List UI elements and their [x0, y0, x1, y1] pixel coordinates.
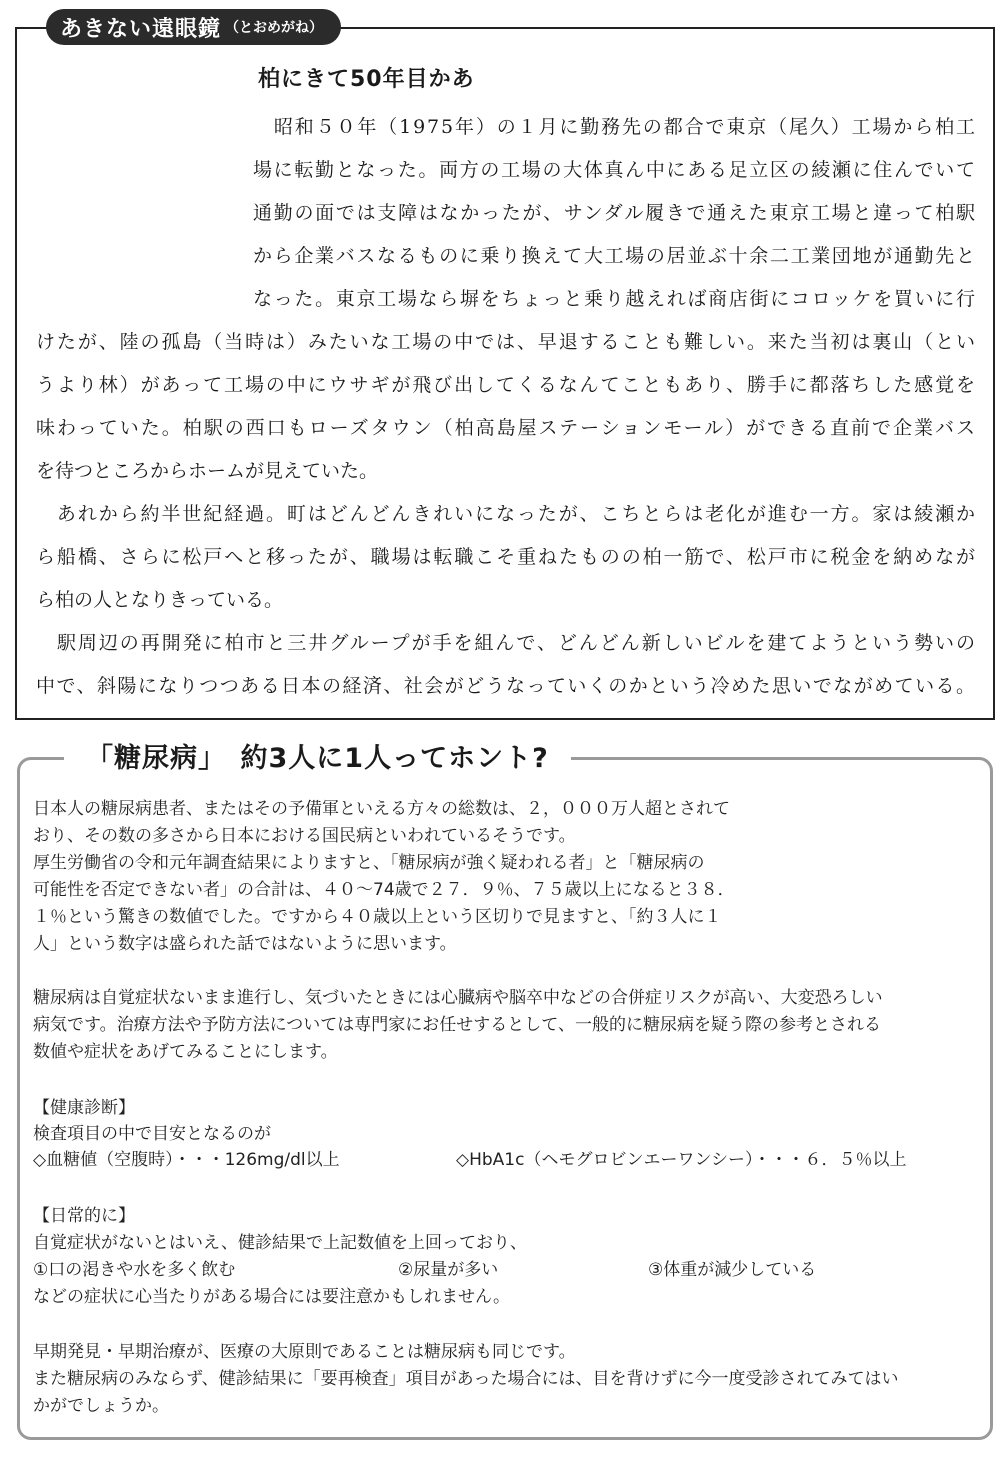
diabetes-line: 検査項目の中で目安となるのが — [33, 1124, 271, 1144]
column-label-reading: （とおめがね） — [225, 20, 324, 36]
diabetes-line: 厚生労働省の令和元年調査結果によりますと、「糖尿病が強く疑われる者」と「糖尿病の — [33, 853, 705, 873]
column-line: ら柏の人となりきっている。 — [36, 589, 284, 611]
diabetes-line: 早期発見・早期治療が、医療の大原則であることは糖尿病も同じです。 — [33, 1342, 576, 1362]
diabetes-line: 数値や症状をあげてみることにします。 — [33, 1042, 338, 1062]
column-line: 中で、斜陽になりつつある日本の経済、社会がどうなっていくのかという冷めた思いでながめている。 — [36, 675, 977, 697]
column-line: を待つところからホームが見えていた。 — [36, 460, 379, 482]
diabetes-title: 「糖尿病」 約3人に1人ってホント? — [64, 738, 571, 780]
blood-sugar-criterion: ◇血糖値（空腹時）・・・126mg/dl以上 — [33, 1150, 340, 1170]
symptom-urine: ②尿量が多い — [398, 1260, 499, 1280]
daily-heading: 【日常的に】 — [33, 1206, 135, 1226]
diabetes-line: などの症状に心当たりがある場合には要注意かもしれません。 — [33, 1287, 511, 1307]
column-line: ら船橋、さらに松戸へと移ったが、職場は転職こそ重ねたものの柏一筋で、松戸市に税金を納めなが — [36, 546, 977, 568]
column-title: 柏にきて50年目かあ — [258, 67, 475, 92]
column-line: うより林）があって工場の中にウサギが飛び出してくるなんてこともあり、勝手に都落ちした感覚を — [36, 374, 977, 396]
hba1c-criterion: ◇HbA1c（ヘモグロビンエーワンシー）・・・６．５％以上 — [456, 1150, 907, 1170]
column-line: けたが、陸の孤島（当時は）みたいな工場の中では、早退することも難しい。来た当初は裏山（とい — [36, 331, 977, 353]
health-check-heading: 【健康診断】 — [33, 1098, 135, 1118]
diabetes-line: また糖尿病のみならず、健診結果に「要再検査」項目があった場合には、目を背けずに今一度受診されてみてはい — [33, 1369, 899, 1389]
symptom-thirst: ①口の渇きや水を多く飲む — [33, 1260, 236, 1280]
diabetes-line: おり、その数の多さから日本における国民病といわれているそうです。 — [33, 826, 576, 846]
column-label: あきない遠眼鏡 — [60, 16, 222, 42]
column-line: 場に転勤となった。両方の工場の大体真ん中にある足立区の綾瀬に住んでいて — [253, 159, 977, 181]
column-label-badge — [46, 9, 341, 45]
column-line: 通勤の面では支障はなかったが、サンダル履きで通えた東京工場と違って柏駅 — [253, 202, 977, 224]
column-line: から企業バスなるものに乗り換えて大工場の居並ぶ十余二工業団地が通勤先と — [253, 245, 977, 267]
diabetes-line: 人」という数字は盛られた話ではないように思います。 — [33, 934, 457, 954]
diabetes-line: 糖尿病は自覚症状ないまま進行し、気づいたときには心臓病や脳卒中などの合併症リスクが高い、大変恐ろしい — [33, 988, 883, 1008]
column-line: 味わっていた。柏駅の西口もローズタウン（柏高島屋ステーションモール）ができる直前で企業バス — [36, 417, 977, 439]
diabetes-line: 病気です。治療方法や予防方法については専門家にお任せするとして、一般的に糖尿病を疑う際の参考とされる — [33, 1015, 881, 1035]
diabetes-line: 可能性を否定できない者」の合計は、４０～74歳で２７．９％、７５歳以上になると３８． — [33, 880, 735, 900]
column-line: あれから約半世紀経過。町はどんどんきれいになったが、こちとらは老化が進む一方。家は綾瀬か — [36, 503, 977, 525]
column-line: 駅周辺の再開発に柏市と三井グループが手を組んで、どんどん新しいビルを建てようという勢いの — [36, 632, 977, 654]
symptom-weight: ③体重が減少している — [648, 1260, 817, 1280]
column-line: 昭和５０年（1975年）の１月に勤務先の都合で東京（尾久）工場から柏工 — [253, 116, 977, 138]
column-line: なった。東京工場なら塀をちょっと乗り越えれば商店街にコロッケを買いに行 — [253, 288, 977, 310]
diabetes-line: かがでしょうか。 — [33, 1396, 169, 1416]
diabetes-line: 日本人の糖尿病患者、またはその予備軍といえる方々の総数は、２，０００万人超とされて — [33, 799, 730, 819]
diabetes-line: １％という驚きの数値でした。ですから４０歳以上という区切りで見ますと、「約３人に１ — [33, 907, 722, 927]
diabetes-line: 自覚症状がないとはいえ、健診結果で上記数値を上回っており、 — [33, 1233, 528, 1253]
